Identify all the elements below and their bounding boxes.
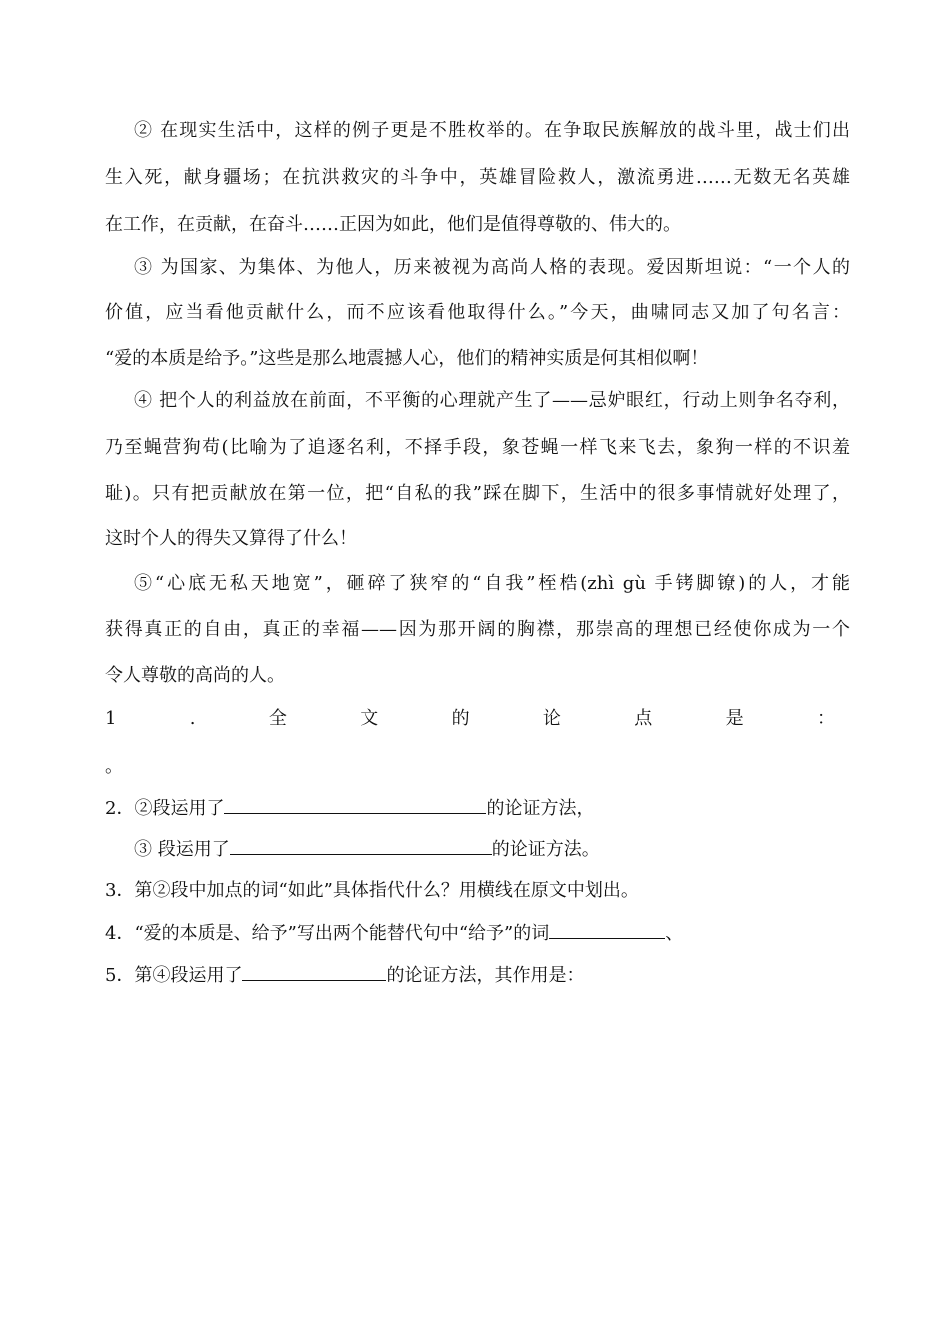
q1-part: 是 xyxy=(725,708,744,729)
para5-line2: 获得真正的自由，真正的幸福——因为那开阔的胸襟，那崇高的理想已经使你成为一个 xyxy=(105,619,850,640)
q1-part: 的 xyxy=(451,708,470,729)
q2-suffix: 的论证方法， xyxy=(486,798,595,819)
q1-part: 论 xyxy=(542,708,561,729)
para5-line3: 令人尊敬的高尚的人。 xyxy=(105,665,285,686)
para5-line1: ⑤“心底无私天地宽”，砸碎了狭窄的“自我”桎梏(zhì gù 手铐脚镣)的人，才能 xyxy=(134,573,850,594)
question-1-answer-end: 。 xyxy=(105,756,123,777)
question-2 xyxy=(105,795,850,822)
para2-line1: ② 在现实生活中，这样的例子更是不胜枚举的。在争取民族解放的战斗里，战士们出 xyxy=(134,120,850,141)
para4-line2: 乃至蝇营狗苟(比喻为了追逐名利，不择手段，象苍蝇一样飞来飞去，象狗一样的不识羞 xyxy=(105,437,850,458)
q2-answer-blank[interactable] xyxy=(224,795,486,814)
para3-line1: ③ 为国家、为集体、为他人，历来被视为高尚人格的表现。爱因斯坦说：“一个人的 xyxy=(134,257,850,278)
q2b-suffix: 的论证方法。 xyxy=(491,839,600,860)
question-4 xyxy=(105,920,850,947)
para2-line3: 在工作，在贡献，在奋斗……正因为如此，他们是值得尊敬的、伟大的。 xyxy=(105,214,681,235)
q1-part: ： xyxy=(816,708,835,729)
para3-line2: 价值，应当看他贡献什么，而不应该看他取得什么。”今天，曲啸同志又加了句名言： xyxy=(105,302,850,323)
para4-line1: ④ 把个人的利益放在前面，不平衡的心理就产生了——忌妒眼红，行动上则争名夺利， xyxy=(134,390,850,411)
q2b-prefix: ③ 段运用了 xyxy=(134,839,230,860)
q2-prefix: 2．②段运用了 xyxy=(105,798,225,819)
q1-part: 点 xyxy=(634,708,653,729)
question-2b xyxy=(134,836,879,863)
para4-line3: 耻)。只有把贡献放在第一位，把“自私的我”踩在脚下，生活中的很多事情就好处理了， xyxy=(105,483,850,504)
q1-part: . xyxy=(189,708,196,729)
q4-prefix: 4．“爱的本质是、给予”写出两个能替代句中“给予”的词 xyxy=(105,923,550,944)
q1-part: 1 xyxy=(105,708,117,729)
question-3: 3．第②段中加点的词“如此”具体指代什么？用横线在原文中划出。 xyxy=(105,880,639,901)
para4-line4: 这时个人的得失又算得了什么！ xyxy=(105,528,357,549)
q2b-answer-blank[interactable] xyxy=(230,836,492,855)
q1-part: 文 xyxy=(360,708,379,729)
para2-line2: 生入死，献身疆场；在抗洪救灾的斗争中，英雄冒险救人，激流勇进……无数无名英雄 xyxy=(105,167,850,188)
q5-suffix: 的论证方法，其作用是： xyxy=(386,965,585,986)
q4-suffix: 、 xyxy=(665,923,684,944)
q4-answer-blank[interactable] xyxy=(549,920,665,939)
question-5 xyxy=(105,962,850,989)
para3-line3: “爱的本质是给予。”这些是那么地震撼人心，他们的精神实质是何其相似啊！ xyxy=(105,348,709,369)
question-1 xyxy=(105,706,835,732)
q5-prefix: 5．第④段运用了 xyxy=(105,965,243,986)
q1-part: 全 xyxy=(268,708,287,729)
q5-answer-blank[interactable] xyxy=(242,962,386,981)
